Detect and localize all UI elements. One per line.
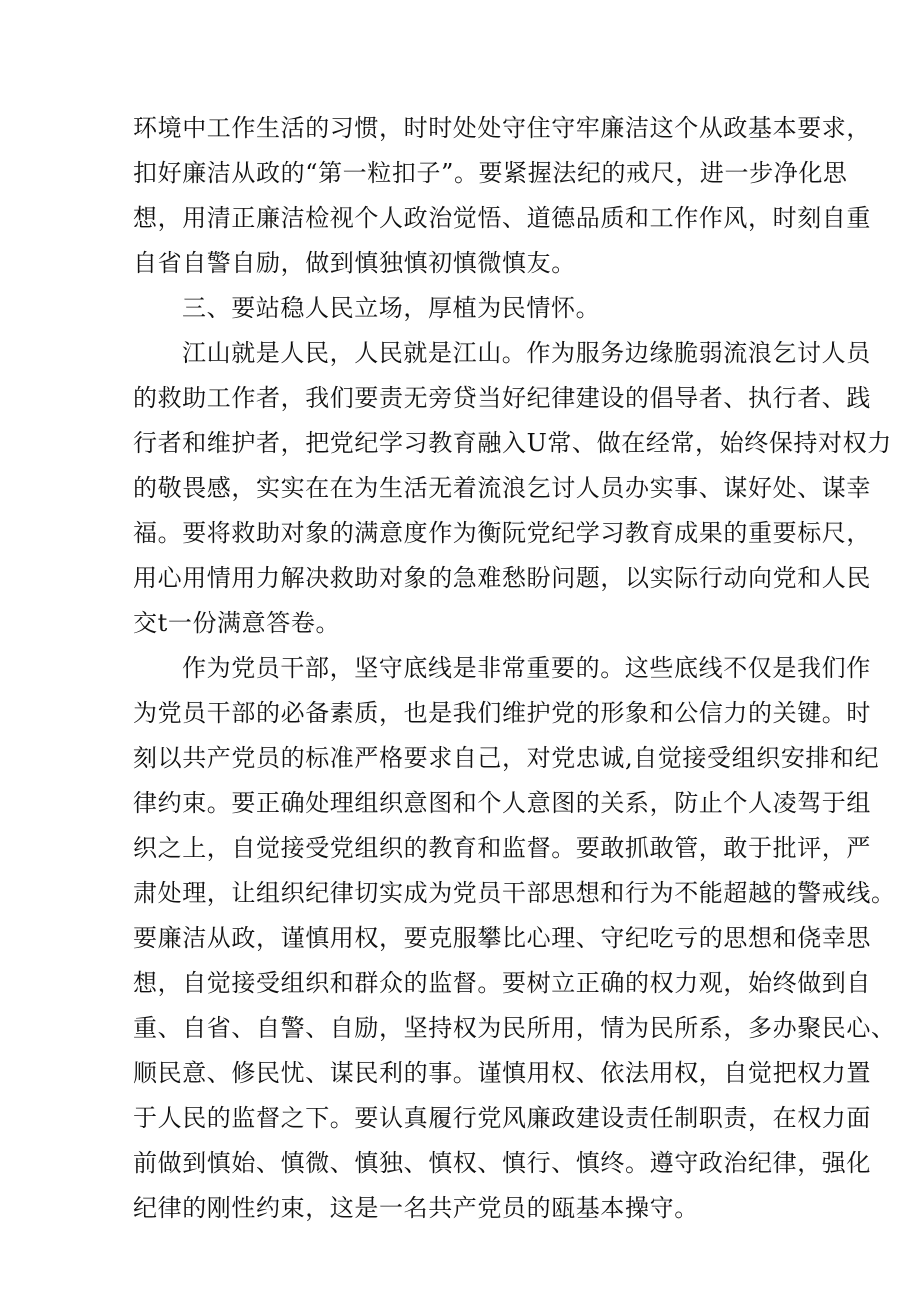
section-heading: 三、要站稳人民立场，厚植为民情怀。 xyxy=(182,294,601,322)
text-line: 刻以共产党员的标准严格要求自己，对党忠诚,自觉接受组织安排和纪 xyxy=(133,744,880,772)
text-line: 肃处理，让组织纪律切实成为党员干部思想和行为不能超越的警戒线。 xyxy=(133,879,896,907)
text-line: 行者和维护者，把党纪学习教育融入U常、做在经常，始终保持对权力 xyxy=(133,429,892,457)
text-line: 为党员干部的必备素质，也是我们维护党的形象和公信力的关键。时 xyxy=(133,699,871,727)
text-line: 自省自警自励，做到慎独慎初慎微慎友。 xyxy=(133,249,576,277)
text-line: 作为党员干部，坚守底线是非常重要的。这些底线不仅是我们作 xyxy=(182,654,871,682)
text-line: 想，自觉接受组织和群众的监督。要树立正确的权力观，始终做到自 xyxy=(133,969,871,997)
text-line: 重、自省、自警、自励，坚持权为民所用，情为民所系，多办聚民心、 xyxy=(133,1014,896,1042)
text-line: 用心用情用力解决救助对象的急难愁盼问题，以实际行动向党和人民 xyxy=(133,564,871,592)
text-line: 扣好廉洁从政的“第一粒扣子”。要紧握法纪的戒尺，进一步净化思 xyxy=(133,159,848,187)
text-line: 江山就是人民，人民就是江山。作为服务边缘脆弱流浪乞讨人员 xyxy=(182,339,871,367)
text-line: 要廉洁从政，谨慎用权，要克服攀比心理、守纪吃亏的思想和侥幸思 xyxy=(133,924,871,952)
text-line: 环境中工作生活的习惯，时时处处守住守牢廉洁这个从政基本要求， xyxy=(133,114,871,142)
text-line: 想，用清正廉洁检视个人政治觉悟、道德品质和工作作风，时刻自重 xyxy=(133,204,871,232)
text-line: 律约束。要正确处理组织意图和个人意图的关系，防止个人凌驾于组 xyxy=(133,789,871,817)
text-line: 福。要将救助对象的满意度作为衡阮党纪学习教育成果的重要标尺， xyxy=(133,519,871,547)
text-line: 的敬畏感，实实在在为生活无着流浪乞讨人员办实事、谋好处、谋幸 xyxy=(133,474,871,502)
text-line: 的救助工作者，我们要责无旁贷当好纪律建设的倡导者、执行者、践 xyxy=(133,384,871,412)
text-line: 顺民意、修民忧、谋民利的事。谨慎用权、依法用权，自觉把权力置 xyxy=(133,1059,871,1087)
text-line: 纪律的刚性约束，这是一名共产党员的瓯基本操守。 xyxy=(133,1194,699,1222)
text-line: 交t一份满意答卷。 xyxy=(133,609,341,637)
text-line: 织之上，自觉接受党组织的教育和监督。要敢抓敢管，敢于批评，严 xyxy=(133,834,871,862)
text-line: 前做到慎始、慎微、慎独、慎权、慎行、慎终。遵守政治纪律，强化 xyxy=(133,1149,871,1177)
text-line: 于人民的监督之下。要认真履行党风廉政建设责任制职责，在权力面 xyxy=(133,1104,871,1132)
